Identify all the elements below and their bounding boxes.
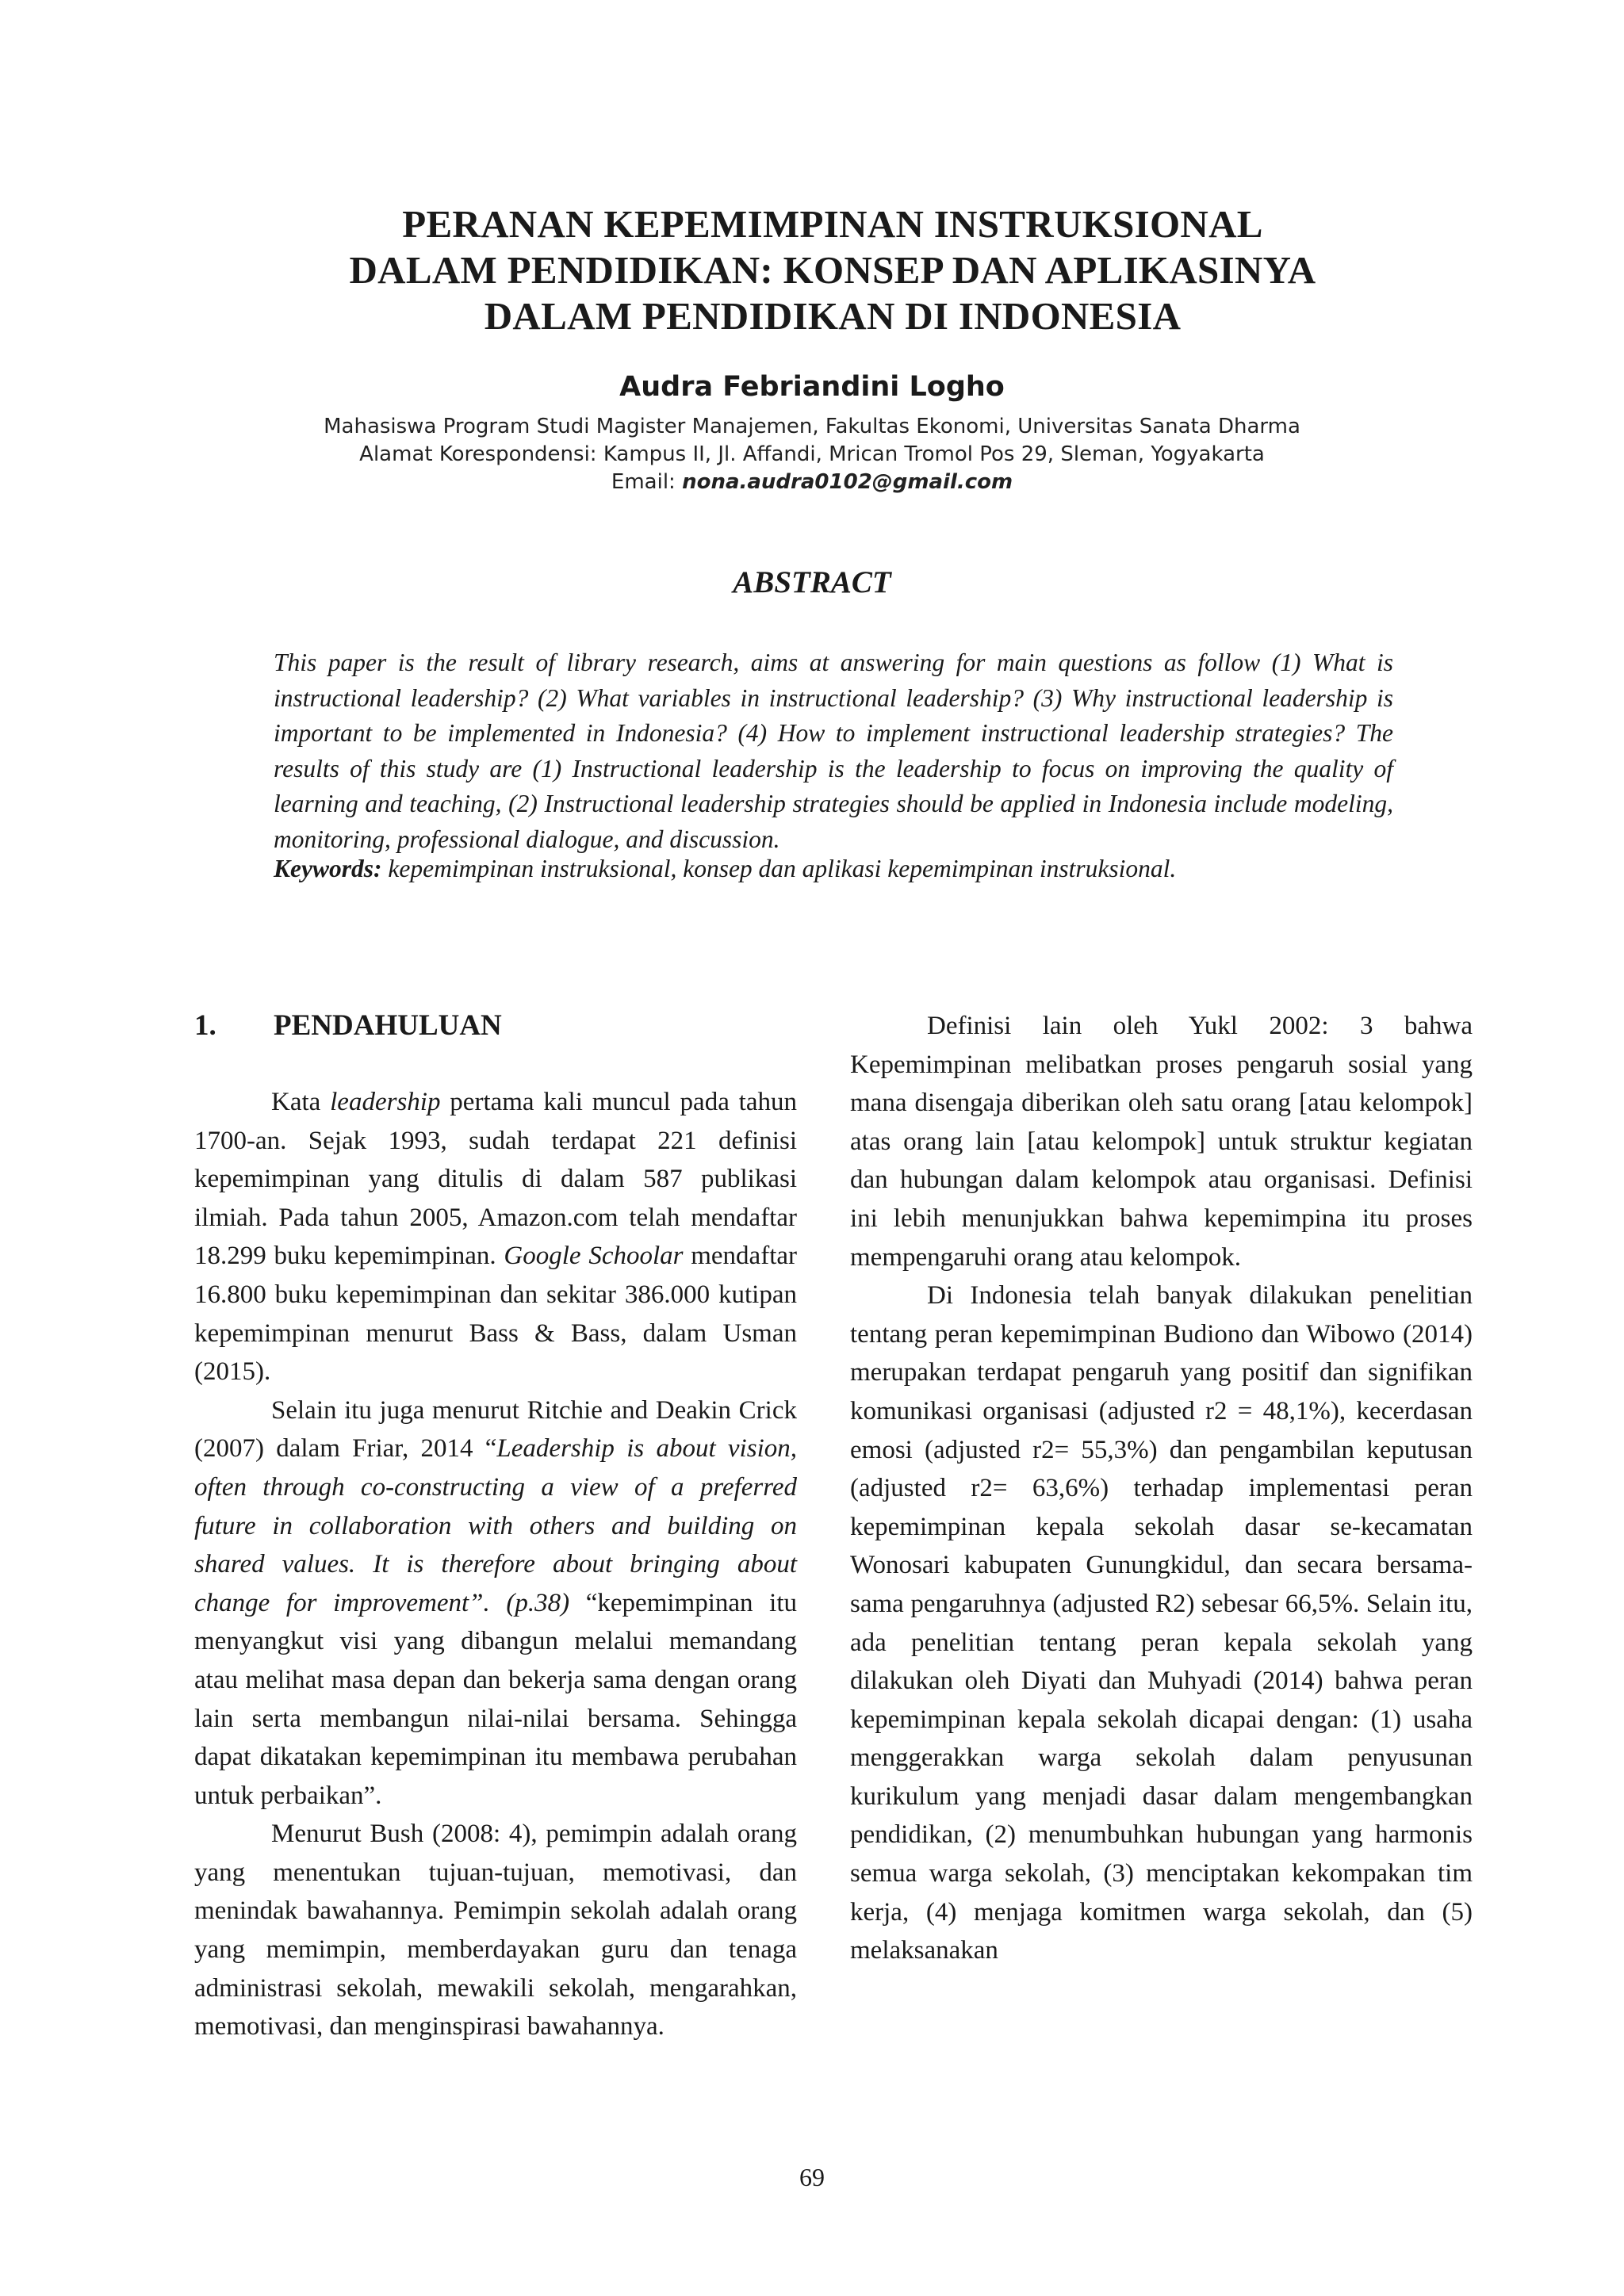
email-line xyxy=(0,469,1624,496)
text-run: “kepemimpinan itu menyangkut visi yang dibangun melalui memandang atau melihat masa depan dan bekerja sama dengan orang lain serta membangun nilai-nilai bersama. Sehingga dapat dikatakan kepemimpinan itu membawa perubahan untuk perbaikan”. xyxy=(194,1588,797,1810)
section-heading xyxy=(194,1007,797,1083)
affiliation-line: Alamat Korespondensi: Kampus II, Jl. Affandi, Mrican Tromol Pos 29, Sleman, Yogyakarta xyxy=(359,442,1265,466)
paragraph: Di Indonesia telah banyak dilakukan penelitian tentang peran kepemimpinan Budiono dan Wibowo (2014) merupakan terdapat pengaruh yang positif dan signifikan komunikasi organisasi (adjusted r2 = 48,1%), kecerdasan emosi (adjusted r2= 55,3%) dan pengambilan keputusan (adjusted r2= 63,6%) terhadap implementasi peran kepemimpinan kepala sekolah dasar se-kecamatan Wonosari kabupaten Gunungkidul, dan secara bersama-sama pengaruhnya (adjusted R2) sebesar 66,5%. Selain itu, ada penelitian tentang peran kepala sekolah yang dilakukan oleh Diyati dan Muhyadi (2014) bahwa peran kepemimpinan kepala sekolah dicapai dengan: (1) usaha menggerakkan warga sekolah dalam penyusunan kurikulum yang menjadi dasar dalam mengembangkan pendidikan, (2) menumbuhkan hubungan yang harmonis semua warga sekolah, (3) menciptakan kekompakan tim kerja, (4) menjaga komitmen warga sekolah, dan (5) melaksanakan xyxy=(850,1281,1473,1965)
text-run: Kata xyxy=(271,1088,331,1116)
author-name: Audra Febriandini Logho xyxy=(619,371,1005,403)
text-run-italic: leadership xyxy=(330,1088,441,1116)
paragraph: Menurut Bush (2008: 4), pemimpin adalah orang yang menentukan tujuan-tujuan, memotivasi, dan menindak bawahannya. Pemimpin sekolah adalah orang yang memimpin, memberdayakan guru dan tenaga administrasi sekolah, mewakili sekolah, mengarahkan, memotivasi, dan menginspirasi bawahannya. xyxy=(194,1820,797,2042)
paper-title xyxy=(190,201,1475,339)
left-column xyxy=(194,1007,797,2046)
paragraph xyxy=(194,1083,797,1391)
section-number: 1. xyxy=(194,1009,216,1042)
right-column xyxy=(850,1007,1473,1970)
keywords xyxy=(274,851,1393,886)
paragraph xyxy=(194,1391,797,1816)
text-run: pertama kali muncul pada tahun 1700-an. Sejak 1993, sudah terdapat 221 definisi kepemimpinan yang ditulis di dalam 587 publikasi ilmiah. Pada tahun 2005, Amazon.com telah mendaftar 18.299 buku kepemimpinan. xyxy=(194,1088,797,1271)
email-label: Email: xyxy=(611,470,676,494)
keywords-text: kepemimpinan instruksional, konsep dan aplikasi kepemimpinan instruksional. xyxy=(388,855,1177,882)
text-run: Selain itu juga menurut Ritchie and Deakin Crick (2007) dalam Friar, 2014 “ xyxy=(194,1395,797,1464)
keywords-label: Keywords: xyxy=(274,855,382,882)
section-title: PENDAHULUAN xyxy=(274,1009,502,1042)
affiliation-line: Mahasiswa Program Studi Magister Manajemen, Fakultas Ekonomi, Universitas Sanata Dharma xyxy=(324,415,1300,438)
abstract-heading: ABSTRACT xyxy=(733,565,891,599)
quote-italic: Leadership is about vision, often through co-constructing a view of a preferred future in collaboration with others and building on shared values. It is therefore about bringing about change for improvement”. (p.38) xyxy=(194,1434,797,1617)
title-line: PERANAN KEPEMIMPINAN INSTRUKSIONAL xyxy=(402,202,1263,246)
paragraph: Definisi lain oleh Yukl 2002: 3 bahwa Kepemimpinan melibatkan proses pengaruh sosial yang mana disengaja diberikan oleh satu orang [atau kelompok] atas orang lain [atau kelompok] untuk struktur kegiatan dan hubungan dalam kelompok atau organisasi. Definisi ini lebih menunjukkan bahwa kepemimpina itu proses mempengaruhi orang atau kelompok. xyxy=(850,1012,1473,1272)
title-line: DALAM PENDIDIKAN DI INDONESIA xyxy=(484,294,1182,338)
abstract-body: This paper is the result of library research, aims at answering for main questions as follow (1) What is instructional leadership? (2) What variables in instructional leadership? (3) Why instructional leadership is important to be implemented in Indonesia? (4) How to implement instructional leadership strategies? The results of this study are (1) Instructional leadership is the leadership to focus on improving the quality of learning and teaching, (2) Instructional leadership strategies should be applied in Indonesia include modeling, monitoring, professional dialogue, and discussion. xyxy=(274,649,1393,853)
page-number: 69 xyxy=(799,2163,825,2191)
text-run-italic: Google Schoolar xyxy=(504,1242,684,1271)
email-address: nona.audra0102@gmail.com xyxy=(682,470,1013,494)
title-line: DALAM PENDIDIKAN: KONSEP DAN APLIKASINYA xyxy=(349,248,1316,292)
text-run: mendaftar 16.800 buku kepemimpinan dan sekitar 386.000 kutipan kepemimpinan menurut Bass & Bass, dalam Usman (2015). xyxy=(194,1242,798,1387)
author-affiliation xyxy=(0,413,1624,496)
